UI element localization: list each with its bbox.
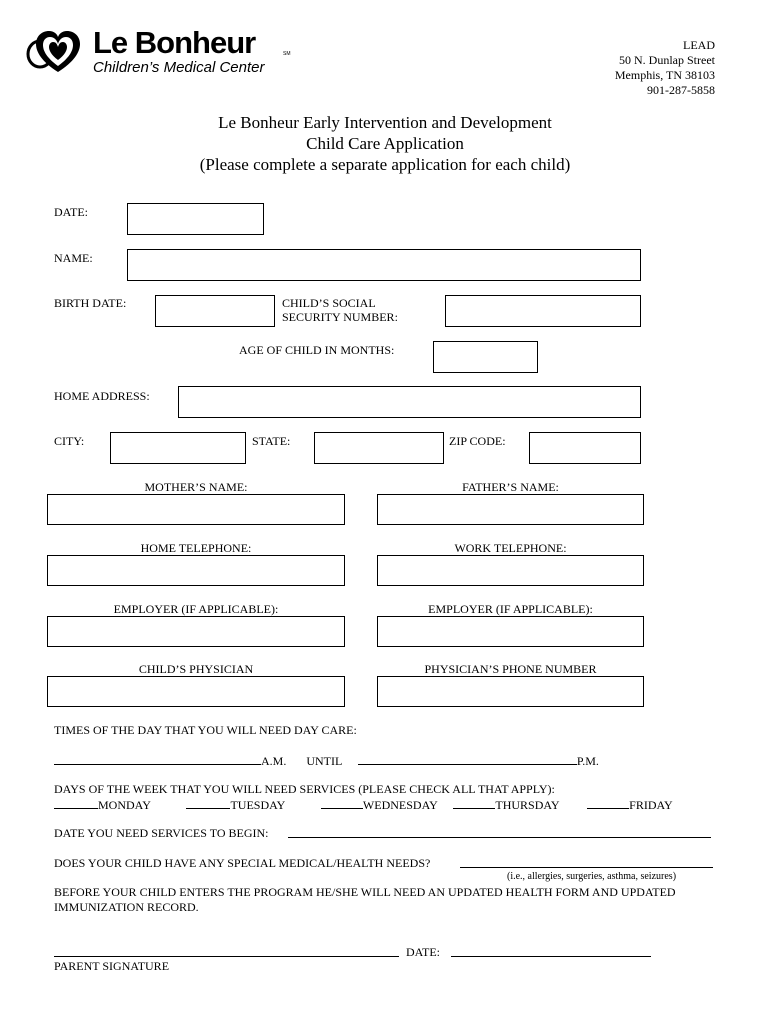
address-org: LEAD [683,38,715,52]
friday-label: FRIDAY [629,798,673,812]
birth-date-label: BIRTH DATE: [54,296,127,310]
address-phone: 901-287-5858 [647,83,715,97]
tuesday-check-line[interactable] [186,797,230,809]
page-title [0,112,770,175]
ssn-label [282,296,398,324]
monday-check-line[interactable] [54,797,98,809]
medical-needs-hint: (i.e., allergies, surgeries, asthma, seizures) [507,871,677,882]
mothers-name-label: MOTHER’S NAME: [144,480,248,494]
physician-label: CHILD’S PHYSICIAN [138,662,254,676]
mothers-name-field[interactable] [47,494,345,525]
date-field[interactable] [127,203,264,235]
end-time-line[interactable] [358,753,577,765]
logo-subtitle: Children’s Medical Center [93,59,265,76]
title-line-1: Le Bonheur Early Intervention and Development [218,113,552,132]
physician-phone-field[interactable] [377,676,644,707]
work-telephone-label: WORK TELEPHONE: [454,541,567,555]
state-field[interactable] [314,432,444,464]
zip-field[interactable] [529,432,641,464]
medical-needs-line[interactable] [460,867,713,868]
parent-signature-caption: PARENT SIGNATURE [54,959,170,973]
tuesday-label: TUESDAY [230,798,285,812]
ssn-label-line-2: SECURITY NUMBER: [282,310,398,324]
begin-date-label: DATE YOU NEED SERVICES TO BEGIN: [54,826,269,840]
pm-label: P.M. [576,754,599,768]
state-label: STATE: [252,434,291,448]
physician-field[interactable] [47,676,345,707]
address-street: 50 N. Dunlap Street [619,53,715,67]
notice-line-1: BEFORE YOUR CHILD ENTERS THE PROGRAM HE/SHE WILL NEED AN UPDATED HEALTH FORM AND UPDATED [54,885,676,899]
zip-label: ZIP CODE: [449,434,506,448]
home-address-label: HOME ADDRESS: [54,389,150,403]
signature-date-line[interactable] [451,956,651,957]
birth-date-field[interactable] [155,295,275,327]
employer-right-field[interactable] [377,616,644,647]
employer-left-field[interactable] [47,616,345,647]
age-label: AGE OF CHILD IN MONTHS: [239,343,395,357]
employer-right-label: EMPLOYER (IF APPLICABLE): [428,602,593,616]
thursday-check-line[interactable] [453,797,495,809]
friday-check-line[interactable] [587,797,629,809]
name-label: NAME: [54,251,93,265]
work-telephone-field[interactable] [377,555,644,586]
home-address-field[interactable] [178,386,641,418]
begin-date-line[interactable] [288,837,711,838]
city-field[interactable] [110,432,246,464]
address-city: Memphis, TN 38103 [614,68,715,82]
monday-label: MONDAY [98,798,151,812]
home-telephone-label: HOME TELEPHONE: [140,541,252,555]
address-block [615,38,715,98]
times-heading: TIMES OF THE DAY THAT YOU WILL NEED DAY CARE: [54,723,357,737]
thursday-label: THURSDAY [495,798,560,812]
age-field[interactable] [433,341,538,373]
home-telephone-field[interactable] [47,555,345,586]
medical-needs-label: DOES YOUR CHILD HAVE ANY SPECIAL MEDICAL/HEALTH NEEDS? [54,856,431,870]
wednesday-check-line[interactable] [321,797,363,809]
city-label: CITY: [54,434,85,448]
title-line-3: (Please complete a separate application for each child) [199,155,571,174]
start-time-line[interactable] [54,753,261,765]
le-bonheur-logo-icon [26,28,88,74]
notice-line-2: IMMUNIZATION RECORD. [54,900,199,914]
physician-phone-label: PHYSICIAN’S PHONE NUMBER [424,662,597,676]
ssn-field[interactable] [445,295,641,327]
date-label: DATE: [54,205,88,219]
fathers-name-label: FATHER’S NAME: [462,480,559,494]
fathers-name-field[interactable] [377,494,644,525]
times-row [54,753,599,768]
parent-signature-line[interactable] [54,956,399,957]
days-row [54,797,694,812]
wednesday-label: WEDNESDAY [362,798,438,812]
days-heading: DAYS OF THE WEEK THAT YOU WILL NEED SERVICES (PLEASE CHECK ALL THAT APPLY): [54,782,555,796]
ssn-label-line-1: CHILD’S SOCIAL [282,296,376,310]
employer-left-label: EMPLOYER (IF APPLICABLE): [113,602,279,616]
title-line-2: Child Care Application [306,134,464,153]
signature-date-label: DATE: [406,945,440,959]
am-label: A.M. [261,754,287,768]
until-label: UNTIL [306,754,342,768]
name-field[interactable] [127,249,641,281]
logo-trademark: SM [283,51,291,57]
logo-name: Le Bonheur [93,25,256,60]
